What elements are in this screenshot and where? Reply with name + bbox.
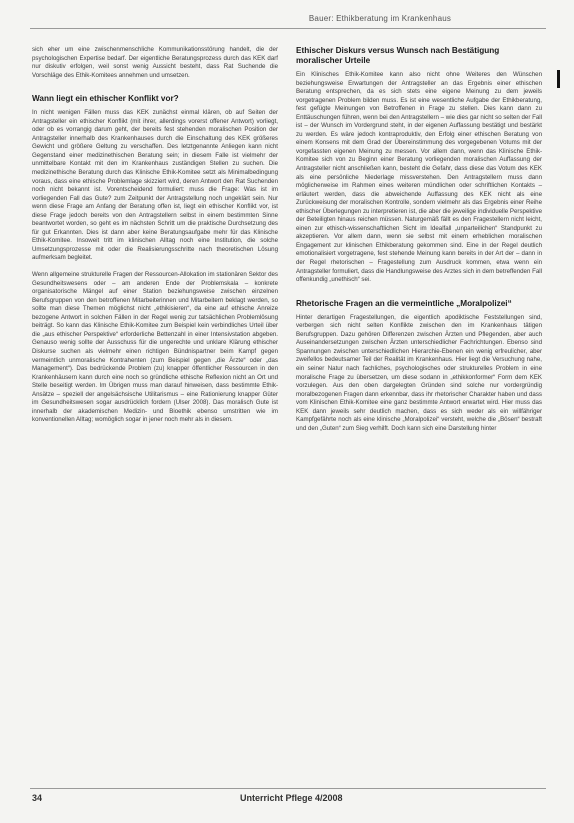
right-paragraph-2: Hinter derartigen Fragestellungen, die eigentlich apodiktische Feststellungen sind, verbergen sich nicht selten Konflikte zwischen den im Krankenhaus tätigen Berufsgruppen. Dazu gehören Differenzen zwischen Ärzten und Pflegenden, aber auch Auseinandersetzungen zwischen Ärzten unterschiedlicher Fachrichtungen. Ebenso sind Spannungen zwischen unterschiedlichen Hierarchie-Ebenen ein wenig erfreulicher, aber zweifellos bedeutsamer Teil der Realität im Krankenhaus. Hier liegt die Versuchung nahe, ein seiner Natur nach fachliches, psychologisches oder strukturelles Problem in eine moralische Frage zu übersetzen, um diese sodann in „ethikkonformer“ Form dem KEK vorzulegen. Aus den oben dargelegten Gründen sind solche nur vordergründig moralbezogenen Fragen dann erkennbar, dass ihr rhetorischer Charakter haben und dass vom Klinischen Ethik-Komitee eine ganz bestimmte Antwort erwartet wird. Hier muss das KEK dann jeweils sehr deutlich machen, dass es sich weder als ein willfähriger Kampfgefährte noch als eine klinische „Moralpolizei“ versteht, welche die „Bösen“ bestraft und den „Guten“ zum Sieg verhilft. Doch kann sich eine Darstellung hinter xyxy=(296,313,542,432)
section-heading-diskurs: Ethischer Diskurs versus Wunsch nach Bestätigung moralischer Urteile xyxy=(296,46,500,65)
footer-rule xyxy=(30,788,546,789)
left-column xyxy=(32,46,278,433)
header-rule xyxy=(30,28,546,29)
left-paragraph-3: Wenn allgemeine strukturelle Fragen der Ressourcen-Allokation im stationären Sektor des Gesundheitswesens oder – am anderen Ende der Problemskala – konkrete organisatorische Mängel auf einer Station beziehungsweise zwischen einzelnen Berufsgruppen von den betroffenen Mitarbeiterinnen und Mitarbeitern beklagt werden, so sollte man diese Themen möglichst nicht „ethikisieren“, da eine auf ethische Anreize bezogene Antwort in solchen Fällen in der Regel wenig zur tatsächlichen Problemlösung beiträgt. So kann das Klinische Ethik-Komitee zum Beispiel kein verbindliches Urteil über die „aus ethischer Perspektive“ erforderliche Bettenzahl in einer Intensivstation abgeben. Genauso wenig sollte der Ausschuss für die ungerechte und unklare Klärung ethischer Diskurse suchen als vielmehr einen richtigen Bündnispartner beim Kampf gegen vermeintlich unmoralische Kontrahenten (zum Beispiel gegen „die Ärzte“ oder „das Management“). Das bedrückende Problem (zu) knapper öffentlicher Ressourcen in den Krankenhäusern kann durch eine noch so gründliche ethische Reflexion nicht an Ort und Stelle beseitigt werden. Im Übrigen muss man darauf hinweisen, dass bestimmte Ethik-Ansätze – speziell der angelsächsische Utilitarismus – eine Rationierung knapper Güter im Gesundheitswesen sogar ausdrücklich fordern (Ulser 2008). Das moralisch Gute ist innerhalb der akademischen Medizin- und Bioethik ebenso umstritten wie im konventionellen Alltag; womöglich sogar in jener noch mehr als in diesem. xyxy=(32,271,278,424)
margin-mark xyxy=(557,70,560,88)
right-column xyxy=(296,46,542,441)
running-head: Bauer: Ethikberatung im Krankenhaus xyxy=(308,14,452,23)
left-paragraph-2: In nicht wenigen Fällen muss das KEK zunächst einmal klären, ob auf Seiten der Antragsteller ein ethischer Konflikt (mit ihrer, allerdings vorerst offener Antwort) vorliegt, oder ob es vorrangig darum geht, der bereits fest stehenden moralischen Position der Antragsteller innerhalb des Krankenhauses durch die Einschaltung des KEK größeres Gewicht und größere Geltung zu verschaffen. Des letztgenannte Anliegen kann nicht Gegenstand einer medizinethischen Beratung sein; in diesem Falle ist vielmehr der unmittelbare Kontakt mit den im Krankenhaus zuständigen Stellen zu suchen. Die medizinethische Beratung durch das Klinische Ethik-Komitee setzt als Minimalbedingung voraus, dass eine ethische Problemlage skizziert wird, deren Antwort den Rat Suchenden noch nicht bekannt ist. Vorentscheidend formuliert: muss die Frage: Was ist im vorliegenden Fall das Gute? zum Zeitpunkt der Antragstellung noch ungeklärt sein. Nur wenn diese Frage am Anfang der Beratung offen ist, liegt ein ethischer Konflikt vor, ist diese Frage jedoch bereits von den Antragstellern selbst in einem bestimmten Sinne beantwortet worden, so geht es im nächsten Schritt um die praktische Durchsetzung des für gut Erkannten. Dies ist dann aber keine Beratungsaufgabe mehr für das Klinische Ethik-Komitee. Insoweit tritt im klinischen Alltag noch eine Institution, die solche Umsetzungsprozesse mit oder die Realisierungsschritte nach theoretischen Lösung aufmerksam begleitet. xyxy=(32,109,278,262)
left-paragraph-1: sich eher um eine zwischenmenschliche Kommunikationsstörung handelt, die der psychologischen Expertise bedarf. Der eigentliche Beratungsprozess durch das KEK darf nur diskutiv erfolgen, weil sonst wenig Aussicht besteht, dass Rat Suchende die Vorschläge des Ethik-Komitees annehmen und umsetzen. xyxy=(32,46,278,79)
section-heading-rhetorische-fragen: Rhetorische Fragen an die vermeintliche „Moralpolizei“ xyxy=(296,298,512,308)
right-paragraph-1: Ein Klinisches Ethik-Komitee kann also nicht ohne Weiteres den Wünschen beziehungsweise Erwartungen der Antragsteller an das Ergebnis einer ethischen Beratung entsprechen, da es sich stets eine eigene Meinung zu dem jeweils vorgetragenen Problem bilden muss. Es ist eine wesentliche Aufgabe der Ethikberatung, fest gefügte Meinungen von Betroffenen in Frage zu stellen. Dies kann dann zu Enttäuschungen führen, wenn bei den Antragstellern – wie dies gar nicht so selten der Fall ist – der Wunsch im Vordergrund steht, in der eigenen Auffassung bestätigt und bestärkt zu werden. Es wäre jedoch kontraproduktiv, den Erfolg einer ethischen Beratung von einem Konsens mit dem Grad der Übereinstimmung des vorgegebenen Votums mit der vorgefassten eigenen Meinung zu messen. Vor allem dann, wenn das Klinische Ethik-Komitee sich von zu Beginn einer Beratung vorliegenden moralischen Auffassung der Antragsteller nicht anschließen kann, besteht die Gefahr, dass diese das Votum des KEK als eine persönliche Niederlage missverstehen. Den Antragstellern muss dann möglicherweise im Rahmen eines weiteren mündlichen oder schriftlichen Kontakts – erläutert werden, dass die abweichende Auffassung des KEK nicht als eine Zurückweisung der moralischen Kontrolle, sondern vielmehr als das Ergebnis einer Reihe ethischer Überlegungen zu interpretieren ist, die aber die jeweilige individuelle Perspektive der Beteiligten hinaus reichen müssen. Naturgemäß fällt es den Fragestellern nicht leicht, einen zur ethisch-wissenschaftlichen Sicht im Idealfall „unparteilichen“ Standpunkt zu akzeptieren. Vor allem dann, wenn sie selbst mit einem erheblichen moralischen Engagement zur klinischen Ethikberatung gekommen sind. Eine in der Regel deutlich emotionalisiert vorgetragene, fest stehende Meinung kann bereits in der Art der – dann in der Regel rhetorischen – Fragestellung zum Ausdruck kommen, etwa wenn ein Antragsteller formuliert, dass die Handlungsweise des Arztes sich in dem betreffenden Fall offenkundig „unethisch“ sei. xyxy=(296,71,542,284)
section-heading-konflikt: Wann liegt ein ethischer Konflikt vor? xyxy=(32,94,179,104)
page-number: 34 xyxy=(32,793,43,803)
journal-citation: Unterricht Pflege 4/2008 xyxy=(240,793,343,803)
